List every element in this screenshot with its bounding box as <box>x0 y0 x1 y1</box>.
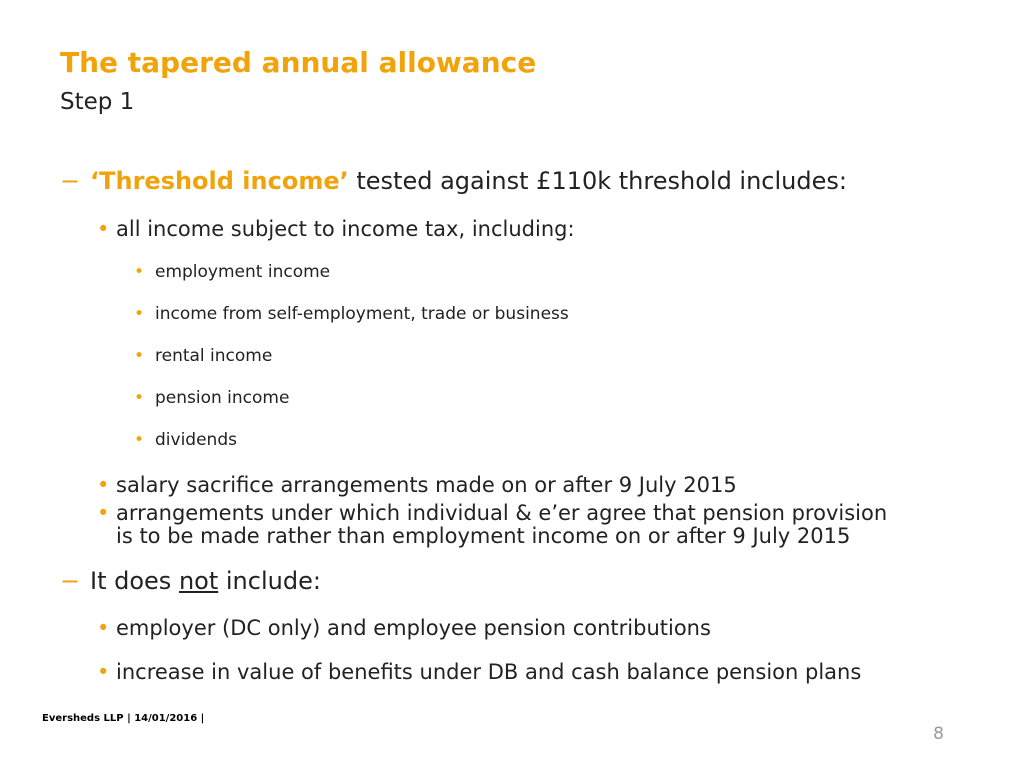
bullet-marker: • <box>97 501 110 525</box>
income-type-text: employment income <box>155 262 331 282</box>
bullet-arrangements <box>97 501 887 525</box>
threshold-income-term: ‘Threshold income’ <box>90 167 349 195</box>
dash-marker: − <box>60 567 81 595</box>
point-threshold-income <box>60 167 847 195</box>
does-not-include-suffix: include: <box>218 567 321 595</box>
income-type-text: income from self-employment, trade or business <box>155 304 569 324</box>
bullet-text: employer (DC only) and employee pension contributions <box>116 616 711 640</box>
income-type-text: pension income <box>155 388 290 408</box>
bullet-marker: • <box>97 217 110 241</box>
bullet-text: increase in value of benefits under DB and cash balance pension plans <box>116 660 862 684</box>
bullet-text: all income subject to income tax, including: <box>116 217 575 241</box>
bullet-marker: • <box>97 660 110 684</box>
bullet-text: arrangements under which individual & e’er agree that pension provision <box>116 501 888 525</box>
dash-marker: − <box>60 167 81 195</box>
bullet-excluded-item <box>97 660 861 684</box>
slide-title: The tapered annual allowance <box>60 46 537 79</box>
does-not-include-prefix: It does <box>90 567 179 595</box>
bullet-marker: • <box>134 430 145 450</box>
bullet-marker: • <box>97 473 110 497</box>
bullet-arrangements-continued <box>116 524 850 548</box>
page-number: 8 <box>933 724 944 744</box>
bullet-text: salary sacrifice arrangements made on or after 9 July 2015 <box>116 473 737 497</box>
bullet-marker: • <box>134 388 145 408</box>
bullet-excluded-item <box>97 616 711 640</box>
slide-subtitle: Step 1 <box>60 89 135 115</box>
bullet-salary-sacrifice <box>97 473 737 497</box>
bullet-text: is to be made rather than employment income on or after 9 July 2015 <box>116 524 851 548</box>
income-type-text: rental income <box>155 346 273 366</box>
threshold-income-text: tested against £110k threshold includes: <box>348 167 847 195</box>
income-type-text: dividends <box>155 430 237 450</box>
bullet-taxable-income <box>97 217 575 241</box>
income-type-item <box>134 346 272 366</box>
footer-text: Eversheds LLP | 14/01/2016 | <box>42 713 205 724</box>
point-does-not-include <box>60 567 321 595</box>
bullet-marker: • <box>97 616 110 640</box>
income-type-item <box>134 430 237 450</box>
income-type-item <box>134 388 289 408</box>
income-type-item <box>134 262 330 282</box>
bullet-marker: • <box>134 304 145 324</box>
income-type-item <box>134 304 569 324</box>
bullet-marker: • <box>134 262 145 282</box>
bullet-marker: • <box>134 346 145 366</box>
does-not-include-emphasis: not <box>178 567 219 595</box>
